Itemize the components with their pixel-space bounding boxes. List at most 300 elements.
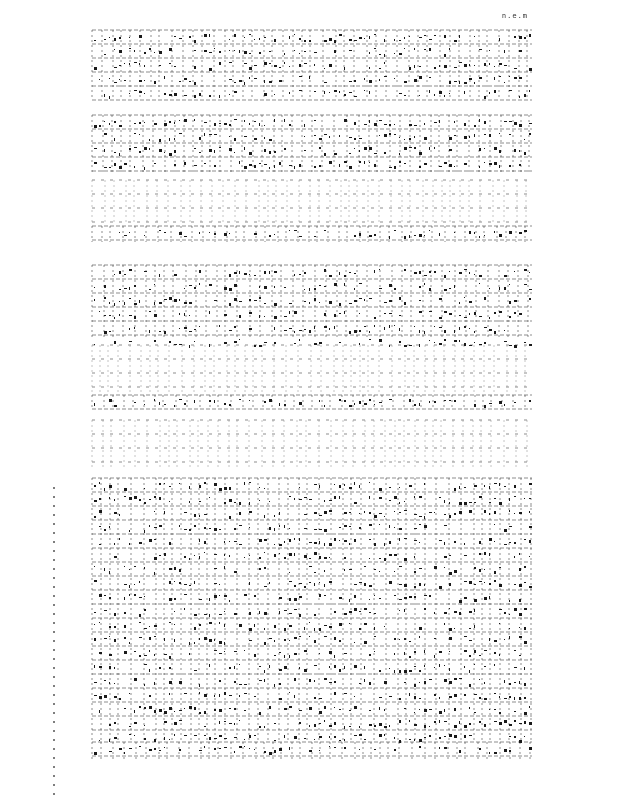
glyph-speck: [514, 496, 516, 497]
glyph-speck: [469, 640, 472, 641]
glyph-speck: [214, 738, 217, 739]
glyph-speck: [464, 636, 467, 637]
glyph-speck: [524, 269, 527, 271]
glyph-speck: [284, 525, 285, 528]
glyph-speck: [169, 48, 172, 51]
glyph-speck: [269, 51, 271, 52]
glyph-speck: [179, 749, 181, 751]
glyph-speck: [404, 638, 406, 640]
glyph-speck: [154, 52, 155, 53]
glyph-speck: [214, 483, 217, 486]
glyph-speck: [399, 740, 401, 743]
glyph-speck: [414, 739, 415, 741]
glyph-speck: [524, 566, 526, 568]
glyph-speck: [104, 149, 105, 152]
glyph-speck: [199, 556, 200, 559]
glyph-speck: [359, 628, 361, 630]
glyph-speck: [149, 330, 150, 333]
glyph-speck: [319, 711, 322, 714]
glyph-speck: [269, 582, 270, 584]
glyph-speck: [294, 637, 297, 639]
glyph-speck: [294, 736, 297, 739]
glyph-speck: [349, 272, 351, 273]
glyph-speck: [139, 597, 142, 598]
glyph-speck: [529, 133, 531, 135]
glyph-speck: [384, 76, 387, 77]
glyph-speck: [434, 122, 437, 123]
glyph-speck: [264, 149, 266, 152]
glyph-speck: [494, 524, 495, 525]
glyph-speck: [454, 678, 457, 680]
glyph-speck: [134, 147, 137, 148]
glyph-speck: [154, 302, 155, 305]
glyph-speck: [294, 331, 295, 333]
glyph-speck: [304, 136, 305, 137]
glyph-speck: [389, 345, 390, 347]
glyph-speck: [204, 133, 205, 136]
glyph-speck: [484, 162, 485, 163]
glyph-speck: [294, 343, 296, 344]
glyph-speck: [219, 123, 221, 124]
glyph-speck: [504, 698, 507, 699]
glyph-speck: [429, 311, 432, 312]
glyph-speck: [209, 737, 211, 740]
glyph-speck: [459, 81, 460, 84]
glyph-speck: [294, 498, 295, 500]
glyph-speck: [219, 622, 220, 624]
glyph-speck: [519, 313, 522, 315]
glyph-speck: [529, 526, 532, 528]
glyph-speck: [199, 137, 201, 140]
glyph-speck: [469, 345, 472, 346]
glyph-speck: [359, 683, 361, 684]
glyph-speck: [469, 64, 470, 66]
glyph-speck: [524, 139, 525, 140]
glyph-speck: [474, 609, 475, 612]
margin-dot: [53, 721, 55, 723]
glyph-speck: [104, 133, 107, 135]
glyph-speck: [509, 683, 511, 685]
glyph-speck: [514, 682, 516, 683]
glyph-speck: [99, 510, 102, 513]
glyph-speck: [139, 746, 141, 747]
glyph-speck: [324, 636, 327, 637]
glyph-speck: [149, 539, 152, 542]
glyph-speck: [399, 297, 401, 300]
glyph-speck: [154, 748, 156, 750]
glyph-speck: [449, 668, 450, 671]
margin-dot: [53, 694, 55, 696]
glyph-speck: [204, 527, 206, 529]
glyph-speck: [494, 693, 496, 694]
glyph-speck: [494, 640, 497, 642]
glyph-speck: [374, 636, 376, 637]
glyph-speck: [209, 528, 211, 529]
glyph-speck: [419, 682, 420, 683]
glyph-speck: [224, 624, 225, 627]
glyph-speck: [304, 301, 306, 302]
glyph-speck: [194, 670, 197, 671]
glyph-speck: [144, 404, 145, 405]
glyph-speck: [384, 39, 385, 42]
glyph-speck: [464, 269, 467, 270]
glyph-speck: [404, 236, 406, 239]
glyph-speck: [334, 90, 337, 92]
glyph-speck: [494, 580, 496, 582]
glyph-speck: [184, 313, 185, 316]
glyph-speck: [209, 639, 212, 642]
glyph-speck: [349, 512, 351, 513]
glyph-speck: [509, 526, 512, 527]
glyph-speck: [484, 666, 486, 667]
glyph-speck: [254, 165, 256, 168]
glyph-speck: [264, 552, 265, 553]
glyph-speck: [379, 79, 380, 81]
glyph-speck: [394, 737, 395, 739]
glyph-speck: [289, 706, 292, 708]
glyph-speck: [324, 678, 327, 680]
glyph-speck: [219, 721, 220, 724]
glyph-speck: [264, 539, 267, 541]
glyph-speck: [529, 556, 530, 557]
glyph-speck: [199, 326, 200, 327]
glyph-speck: [374, 651, 375, 652]
glyph-speck: [519, 655, 521, 656]
glyph-speck: [489, 134, 491, 137]
glyph-speck: [409, 596, 412, 598]
glyph-speck: [159, 149, 162, 152]
margin-dot: [53, 622, 55, 624]
glyph-speck: [504, 544, 507, 545]
glyph-speck: [274, 625, 276, 628]
glyph-speck: [364, 78, 365, 80]
glyph-speck: [414, 147, 416, 149]
glyph-speck: [499, 287, 500, 290]
glyph-speck: [204, 735, 206, 736]
glyph-speck: [199, 539, 200, 542]
glyph-speck: [194, 735, 197, 736]
glyph-speck: [254, 345, 256, 347]
glyph-speck: [329, 581, 332, 583]
glyph-speck: [314, 724, 316, 727]
glyph-speck: [339, 669, 341, 672]
glyph-speck: [404, 302, 406, 305]
glyph-speck: [439, 697, 440, 699]
glyph-speck: [404, 708, 406, 709]
glyph-speck: [449, 400, 451, 401]
margin-dot: [53, 577, 55, 579]
glyph-speck: [334, 496, 336, 499]
glyph-speck: [384, 543, 385, 546]
glyph-speck: [369, 558, 370, 559]
glyph-speck: [444, 709, 445, 712]
glyph-speck: [214, 165, 216, 167]
glyph-speck: [114, 405, 117, 407]
glyph-speck: [484, 63, 486, 66]
glyph-speck: [184, 119, 187, 122]
glyph-speck: [414, 696, 416, 699]
glyph-speck: [359, 734, 362, 736]
glyph-speck: [274, 327, 275, 330]
glyph-speck: [159, 483, 161, 485]
glyph-speck: [404, 139, 405, 140]
glyph-speck: [489, 163, 492, 165]
glyph-speck: [214, 650, 217, 651]
glyph-speck: [429, 595, 431, 597]
glyph-speck: [129, 642, 130, 644]
glyph-speck: [389, 725, 390, 727]
glyph-speck: [444, 289, 447, 291]
glyph-speck: [324, 153, 326, 156]
glyph-speck: [434, 512, 435, 513]
glyph-speck: [104, 610, 107, 611]
glyph-speck: [154, 81, 156, 84]
glyph-speck: [214, 48, 215, 49]
glyph-speck: [464, 597, 467, 599]
glyph-speck: [104, 94, 105, 97]
glyph-speck: [449, 48, 450, 50]
glyph-speck: [499, 623, 500, 624]
glyph-speck: [384, 54, 385, 57]
glyph-speck: [224, 611, 225, 612]
glyph-speck: [459, 612, 461, 615]
glyph-speck: [94, 580, 97, 582]
glyph-speck: [489, 50, 490, 51]
glyph-speck: [284, 655, 285, 658]
glyph-speck: [329, 136, 330, 138]
glyph-speck: [149, 650, 150, 652]
glyph-speck: [359, 401, 361, 404]
glyph-speck: [524, 608, 527, 610]
glyph-speck: [279, 597, 282, 599]
glyph-speck: [449, 288, 451, 289]
glyph-speck: [364, 403, 367, 405]
glyph-speck: [439, 343, 442, 345]
glyph-speck: [309, 76, 310, 79]
glyph-speck: [359, 283, 362, 284]
glyph-speck: [344, 557, 346, 559]
glyph-speck: [519, 77, 522, 79]
glyph-speck: [444, 747, 447, 749]
glyph-speck: [194, 341, 195, 342]
glyph-speck: [529, 722, 532, 725]
glyph-speck: [104, 680, 106, 681]
glyph-speck: [509, 750, 511, 752]
glyph-speck: [289, 92, 290, 94]
glyph-speck: [284, 628, 286, 631]
glyph-speck: [184, 327, 187, 329]
glyph-speck: [399, 720, 401, 723]
glyph-speck: [109, 682, 110, 684]
glyph-speck: [259, 539, 262, 542]
glyph-speck: [499, 609, 502, 610]
glyph-speck: [354, 502, 357, 504]
glyph-speck: [344, 161, 347, 163]
glyph-speck: [94, 516, 96, 518]
glyph-speck: [319, 165, 321, 167]
glyph-speck: [414, 684, 416, 687]
glyph-speck: [184, 236, 187, 237]
glyph-speck: [354, 96, 357, 97]
glyph-speck: [184, 95, 187, 96]
glyph-speck: [354, 539, 356, 542]
glyph-speck: [299, 499, 302, 500]
glyph-speck: [354, 482, 355, 485]
glyph-speck: [399, 487, 400, 488]
glyph-speck: [159, 402, 160, 405]
glyph-speck: [374, 627, 375, 630]
glyph-speck: [399, 341, 401, 343]
glyph-speck: [259, 38, 260, 40]
glyph-speck: [219, 641, 222, 644]
glyph-speck: [394, 288, 396, 290]
glyph-speck: [349, 153, 351, 154]
glyph-speck: [149, 289, 151, 290]
glyph-speck: [524, 712, 527, 715]
glyph-speck: [399, 512, 401, 513]
glyph-speck: [474, 502, 476, 503]
glyph-speck: [424, 725, 426, 728]
margin-dot: [53, 505, 55, 507]
glyph-speck: [444, 721, 447, 722]
glyph-speck: [354, 138, 356, 140]
glyph-speck: [414, 235, 416, 236]
glyph-speck: [174, 611, 175, 612]
glyph-speck: [304, 289, 305, 290]
glyph-speck: [284, 316, 287, 317]
glyph-speck: [479, 148, 481, 151]
margin-dot: [53, 541, 55, 543]
glyph-speck: [529, 272, 530, 273]
glyph-speck: [274, 286, 275, 288]
glyph-speck: [484, 724, 486, 727]
glyph-speck: [204, 50, 207, 52]
glyph-speck: [519, 553, 520, 555]
glyph-speck: [444, 500, 445, 503]
glyph-speck: [244, 739, 245, 740]
glyph-speck: [419, 698, 421, 699]
glyph-speck: [324, 269, 326, 272]
glyph-speck: [144, 596, 145, 597]
glyph-speck: [324, 720, 325, 722]
glyph-speck: [349, 137, 352, 138]
glyph-speck: [369, 710, 371, 711]
glyph-speck: [334, 722, 336, 725]
glyph-speck: [94, 682, 97, 683]
glyph-speck: [184, 594, 187, 595]
glyph-speck: [439, 166, 442, 167]
glyph-speck: [134, 285, 136, 287]
margin-dot: [53, 685, 55, 687]
glyph-speck: [249, 511, 252, 513]
glyph-speck: [174, 299, 177, 302]
glyph-speck: [259, 487, 260, 488]
glyph-speck: [429, 39, 432, 40]
glyph-speck: [419, 524, 421, 525]
glyph-speck: [109, 597, 111, 599]
glyph-speck: [424, 49, 426, 50]
glyph-speck: [234, 91, 237, 93]
glyph-speck: [94, 638, 96, 641]
glyph-speck: [194, 148, 196, 149]
glyph-speck: [454, 330, 455, 333]
glyph-speck: [314, 52, 317, 53]
glyph-speck: [409, 345, 412, 346]
glyph-speck: [524, 667, 525, 670]
glyph-speck: [359, 161, 361, 163]
glyph-speck: [489, 329, 492, 331]
glyph-speck: [144, 664, 147, 665]
glyph-speck: [404, 597, 407, 599]
glyph-speck: [424, 516, 425, 519]
glyph-speck: [349, 81, 352, 82]
glyph-speck: [229, 233, 230, 234]
glyph-speck: [394, 496, 397, 499]
glyph-speck: [289, 165, 292, 166]
glyph-speck: [299, 667, 300, 669]
glyph-speck: [519, 36, 522, 39]
glyph-speck: [484, 405, 486, 408]
glyph-speck: [189, 486, 190, 489]
glyph-speck: [404, 558, 407, 561]
glyph-speck: [424, 123, 425, 125]
glyph-speck: [399, 584, 402, 585]
glyph-speck: [314, 739, 315, 740]
glyph-speck: [284, 541, 285, 543]
margin-dot: [53, 514, 55, 516]
glyph-speck: [169, 656, 171, 659]
glyph-speck: [334, 637, 336, 640]
glyph-speck: [199, 624, 201, 626]
glyph-speck: [324, 326, 327, 328]
glyph-speck: [249, 502, 250, 505]
glyph-speck: [184, 403, 186, 405]
glyph-speck: [509, 636, 510, 639]
glyph-speck: [339, 740, 341, 741]
glyph-speck: [344, 94, 346, 96]
glyph-speck: [209, 149, 212, 152]
glyph-speck: [369, 235, 372, 237]
noise-glyph-layer: [94, 34, 532, 755]
glyph-speck: [259, 163, 261, 164]
glyph-speck: [94, 299, 95, 301]
glyph-speck: [494, 721, 497, 722]
glyph-speck: [464, 543, 465, 545]
glyph-speck: [129, 748, 132, 749]
glyph-speck: [239, 315, 241, 318]
glyph-speck: [229, 94, 230, 95]
glyph-speck: [314, 640, 316, 643]
glyph-speck: [274, 554, 276, 557]
glyph-speck: [334, 153, 337, 155]
glyph-speck: [344, 666, 345, 669]
glyph-speck: [379, 707, 380, 710]
glyph-speck: [174, 66, 176, 67]
glyph-speck: [509, 614, 510, 615]
glyph-speck: [339, 135, 340, 137]
glyph-speck: [279, 652, 281, 653]
glyph-speck: [514, 122, 517, 125]
glyph-speck: [134, 316, 136, 319]
glyph-speck: [154, 572, 155, 575]
glyph-speck: [174, 722, 177, 725]
glyph-speck: [184, 288, 185, 289]
glyph-speck: [164, 299, 167, 300]
glyph-speck: [319, 750, 320, 751]
margin-dot: [53, 550, 55, 552]
glyph-speck: [254, 65, 257, 66]
glyph-speck: [184, 302, 187, 304]
